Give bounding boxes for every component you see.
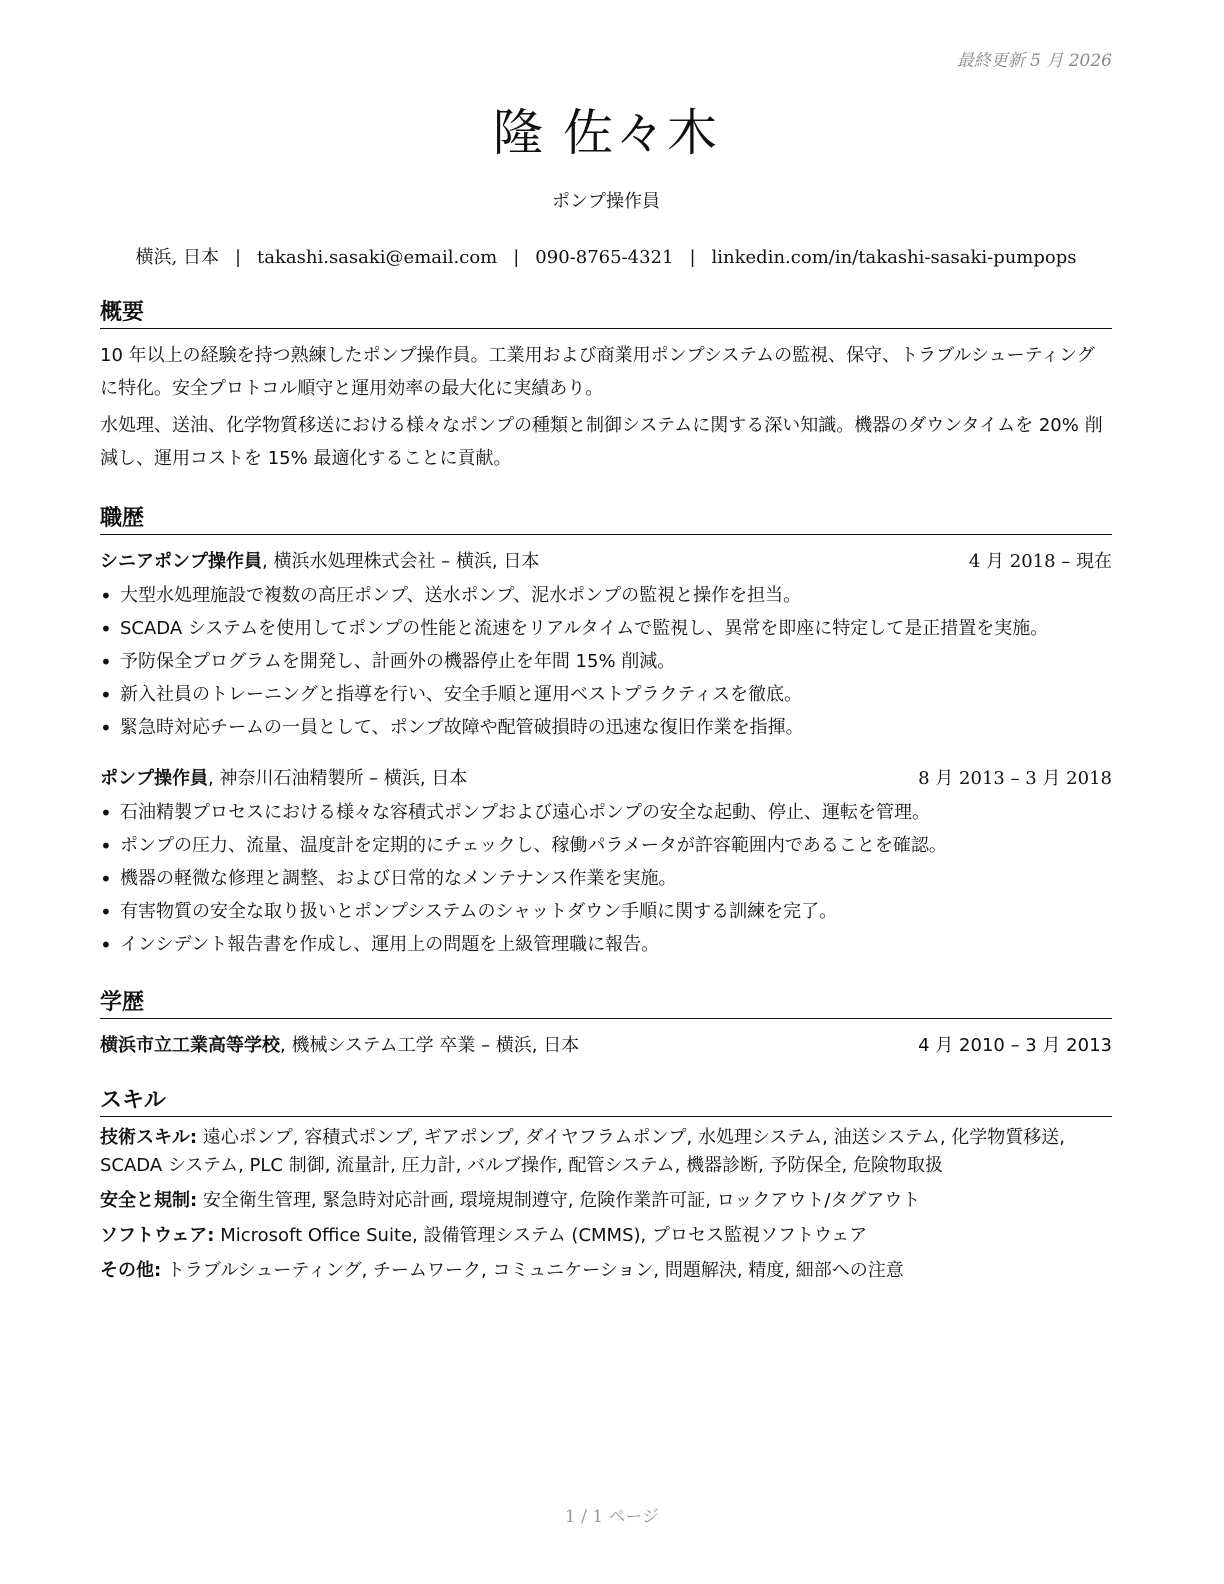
contact-location: 横浜, 日本 bbox=[135, 247, 219, 268]
job-entry bbox=[100, 547, 1112, 742]
list-item: • 有害物質の安全な取り扱いとポンプシステムのシャットダウン手順に関する訓練を完了。 bbox=[100, 898, 1112, 926]
list-item: • 石油精製プロセスにおける様々な容積式ポンプおよび遠心ポンプの安全な起動、停止、運転を管理。 bbox=[100, 799, 1112, 827]
job-bullets bbox=[100, 582, 1112, 742]
skill-row bbox=[100, 1124, 1112, 1180]
candidate-name: 隆 佐々木 bbox=[493, 104, 719, 162]
education-school: 横浜市立工業高等学校 bbox=[100, 1035, 280, 1056]
list-item: • インシデント報告書を作成し、運用上の問題を上級管理職に報告。 bbox=[100, 931, 1112, 959]
skill-value: トラブルシューティング, チームワーク, コミュニケーション, 問題解決, 精度, 細部への注意 bbox=[161, 1260, 904, 1281]
experience-heading: 職歴 bbox=[100, 501, 1112, 535]
education-dates: 4 月 2010 – 3 月 2013 bbox=[918, 1035, 1112, 1056]
job-header bbox=[100, 764, 1112, 794]
job-employer: , 横浜水処理株式会社 – 横浜, 日本 bbox=[262, 551, 540, 572]
education-heading: 学歴 bbox=[100, 985, 1112, 1019]
skill-label: ソフトウェア: bbox=[100, 1225, 215, 1246]
job-dates: 4 月 2018 – 現在 bbox=[968, 551, 1112, 572]
candidate-role: ポンプ操作員 bbox=[552, 191, 660, 212]
list-item: • ポンプの圧力、流量、温度計を定期的にチェックし、稼働パラメータが許容範囲内であることを確認。 bbox=[100, 832, 1112, 860]
contact-email[interactable]: takashi.sasaki@email.com bbox=[257, 247, 498, 268]
contact-separator: | bbox=[513, 247, 520, 268]
last-updated: 最終更新 5 月 2026 bbox=[956, 51, 1112, 71]
job-position: ポンプ操作員 bbox=[100, 768, 208, 789]
job-entry bbox=[100, 764, 1112, 959]
contact-separator: | bbox=[234, 247, 242, 268]
education-detail: , 機械システム工学 卒業 – 横浜, 日本 bbox=[280, 1035, 580, 1056]
skill-row bbox=[100, 1257, 1112, 1285]
job-dates: 8 月 2013 – 3 月 2018 bbox=[918, 768, 1112, 789]
skill-value: 遠心ポンプ, 容積式ポンプ, ギアポンプ, ダイヤフラムポンプ, 水処理システム, 油送システム, 化学物質移送, SCADA システム, PLC 制御, 流量計, 圧力計, バルブ操作, 配管システム, 機器診断, 予防保全, 危険物取扱 bbox=[100, 1127, 1065, 1176]
skill-row bbox=[100, 1187, 1112, 1215]
education-line bbox=[100, 1031, 579, 1057]
skill-row bbox=[100, 1222, 1112, 1250]
list-item: • SCADA システムを使用してポンプの性能と流速をリアルタイムで監視し、異常を即座に特定して是正措置を実施。 bbox=[100, 615, 1112, 643]
summary-paragraph: 水処理、送油、化学物質移送における様々なポンプの種類と制御システムに関する深い知識。機器のダウンタイムを 20% 削減し、運用コストを 15% 最適化することに貢献。 bbox=[100, 415, 1103, 469]
skill-label: その他: bbox=[100, 1260, 162, 1281]
skill-value: 安全衛生管理, 緊急時対応計画, 環境規制遵守, 危険作業許可証, ロックアウト/タグアウト bbox=[197, 1190, 921, 1211]
job-header bbox=[100, 547, 1112, 577]
summary-heading: 概要 bbox=[100, 295, 1112, 329]
page-number: 1 / 1 ページ bbox=[564, 1507, 660, 1527]
list-item: • 緊急時対応チームの一員として、ポンプ故障や配管破損時の迅速な復旧作業を指揮。 bbox=[100, 714, 1112, 742]
job-title-line bbox=[100, 764, 467, 794]
summary-paragraph: 10 年以上の経験を持つ熟練したポンプ操作員。工業用および商業用ポンプシステムの監視、保守、トラブルシューティングに特化。安全プロトコル順守と運用効率の最大化に実績あり。 bbox=[100, 345, 1095, 399]
list-item: • 新入社員のトレーニングと指導を行い、安全手順と運用ベストプラクティスを徹底。 bbox=[100, 681, 1112, 709]
contact-linkedin[interactable]: linkedin.com/in/takashi-sasaki-pumpops bbox=[711, 247, 1077, 268]
contact-line bbox=[100, 243, 1112, 269]
job-position: シニアポンプ操作員 bbox=[100, 551, 262, 572]
skills-heading: スキル bbox=[100, 1083, 1112, 1117]
education-entry bbox=[100, 1031, 1112, 1057]
contact-phone[interactable]: 090-8765-4321 bbox=[535, 247, 674, 268]
job-employer: , 神奈川石油精製所 – 横浜, 日本 bbox=[208, 768, 468, 789]
skill-label: 安全と規制: bbox=[100, 1190, 198, 1211]
list-item: • 予防保全プログラムを開発し、計画外の機器停止を年間 15% 削減。 bbox=[100, 648, 1112, 676]
list-item: • 大型水処理施設で複数の高圧ポンプ、送水ポンプ、泥水ポンプの監視と操作を担当。 bbox=[100, 582, 1112, 610]
job-title-line bbox=[100, 547, 539, 577]
resume-page bbox=[100, 40, 1112, 1285]
job-bullets bbox=[100, 799, 1112, 959]
list-item: • 機器の軽微な修理と調整、および日常的なメンテナンス作業を実施。 bbox=[100, 865, 1112, 893]
skill-value: Microsoft Office Suite, 設備管理システム (CMMS), プロセス監視ソフトウェア bbox=[214, 1225, 868, 1246]
contact-separator: | bbox=[689, 247, 696, 268]
skill-label: 技術スキル: bbox=[100, 1127, 198, 1148]
